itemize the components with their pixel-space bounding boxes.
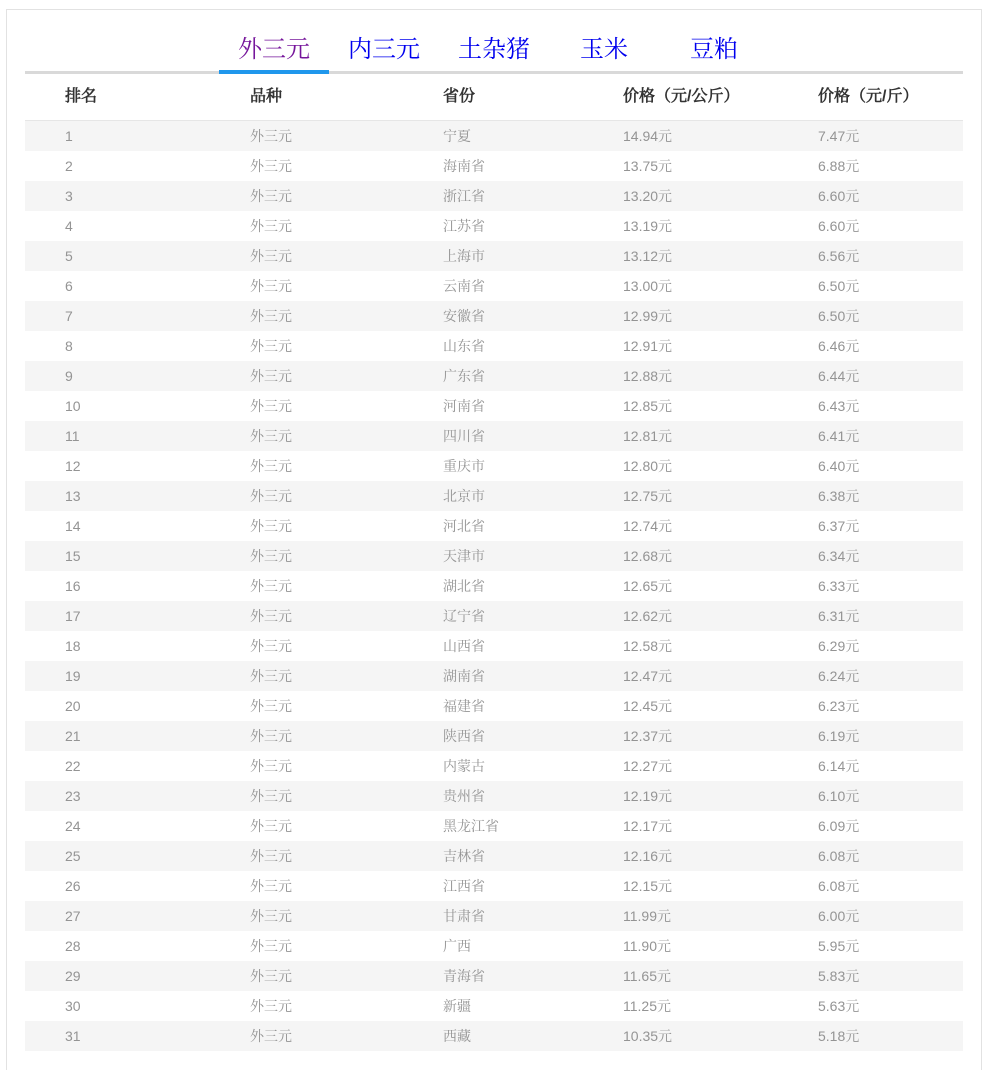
- province-cell: 湖北省: [443, 578, 485, 594]
- breed-cell: 外三元: [250, 908, 292, 924]
- table-row: [25, 601, 963, 631]
- price-kg-cell: 12.47元: [623, 668, 673, 684]
- price-jin-cell: 6.38元: [818, 488, 860, 504]
- breed-cell: 外三元: [250, 878, 292, 894]
- province-cell: 北京市: [443, 488, 485, 504]
- province-cell: 福建省: [443, 698, 485, 714]
- price-jin-cell: 5.18元: [818, 1028, 860, 1044]
- category-tab-label: 玉米: [580, 36, 628, 63]
- table-row: [25, 871, 963, 901]
- price-kg-cell: 13.12元: [623, 248, 673, 264]
- rank-cell: 10: [65, 398, 81, 414]
- province-cell: 湖南省: [443, 668, 485, 684]
- table-row: [25, 121, 963, 151]
- province-cell: 浙江省: [443, 188, 485, 204]
- price-jin-cell: 7.47元: [818, 128, 860, 144]
- category-tab-label: 外三元: [238, 36, 310, 63]
- rank-cell: 29: [65, 968, 81, 984]
- rank-cell: 13: [65, 488, 81, 504]
- breed-cell: 外三元: [250, 938, 292, 954]
- price-kg-cell: 12.19元: [623, 788, 673, 804]
- table-row: [25, 541, 963, 571]
- category-tab[interactable]: [659, 34, 769, 71]
- price-kg-cell: 13.19元: [623, 218, 673, 234]
- rank-cell: 21: [65, 728, 81, 744]
- category-tab-label: 内三元: [348, 36, 420, 63]
- breed-cell: 外三元: [250, 578, 292, 594]
- breed-cell: 外三元: [250, 368, 292, 384]
- price-kg-cell: 12.75元: [623, 488, 673, 504]
- table-row: [25, 901, 963, 931]
- table-row: [25, 331, 963, 361]
- price-jin-cell: 6.23元: [818, 698, 860, 714]
- price-kg-cell: 12.74元: [623, 518, 673, 534]
- price-jin-cell: 6.88元: [818, 158, 860, 174]
- province-cell: 甘肃省: [443, 908, 485, 924]
- table-row: [25, 241, 963, 271]
- breed-cell: 外三元: [250, 1028, 292, 1044]
- rank-cell: 15: [65, 548, 81, 564]
- province-cell: 江苏省: [443, 218, 485, 234]
- breed-cell: 外三元: [250, 338, 292, 354]
- breed-cell: 外三元: [250, 548, 292, 564]
- rank-cell: 6: [65, 278, 73, 294]
- price-jin-cell: 6.33元: [818, 578, 860, 594]
- column-header-price-kg: 价格（元/公斤）: [623, 88, 740, 105]
- table-row: [25, 631, 963, 661]
- price-jin-cell: 6.43元: [818, 398, 860, 414]
- price-kg-cell: 11.25元: [623, 998, 671, 1014]
- table-row: [25, 301, 963, 331]
- table-row: [25, 511, 963, 541]
- breed-cell: 外三元: [250, 308, 292, 324]
- rank-cell: 5: [65, 248, 73, 264]
- rank-cell: 1: [65, 128, 73, 144]
- price-jin-cell: 6.08元: [818, 848, 860, 864]
- province-cell: 青海省: [443, 968, 485, 984]
- table-row: [25, 181, 963, 211]
- rank-cell: 8: [65, 338, 73, 354]
- breed-cell: 外三元: [250, 128, 292, 144]
- price-jin-cell: 6.60元: [818, 218, 860, 234]
- table-row: [25, 271, 963, 301]
- province-cell: 安徽省: [443, 308, 485, 324]
- price-kg-cell: 12.81元: [623, 428, 673, 444]
- price-jin-cell: 5.95元: [818, 938, 860, 954]
- province-cell: 四川省: [443, 428, 485, 444]
- category-tab[interactable]: [219, 34, 329, 71]
- table-row: [25, 661, 963, 691]
- province-cell: 西藏: [443, 1028, 471, 1044]
- table-row: [25, 1021, 963, 1051]
- price-kg-cell: 12.65元: [623, 578, 673, 594]
- table-row: [25, 481, 963, 511]
- province-cell: 辽宁省: [443, 608, 485, 624]
- province-cell: 陕西省: [443, 728, 485, 744]
- category-tab[interactable]: [439, 34, 549, 71]
- price-jin-cell: 6.40元: [818, 458, 860, 474]
- price-kg-cell: 13.20元: [623, 188, 673, 204]
- province-cell: 吉林省: [443, 848, 485, 864]
- price-kg-cell: 10.35元: [623, 1028, 673, 1044]
- rank-cell: 2: [65, 158, 73, 174]
- province-cell: 重庆市: [443, 458, 485, 474]
- province-cell: 贵州省: [443, 788, 485, 804]
- price-kg-cell: 13.75元: [623, 158, 673, 174]
- column-header-province: 省份: [443, 88, 476, 105]
- price-jin-cell: 6.37元: [818, 518, 860, 534]
- price-jin-cell: 6.19元: [818, 728, 860, 744]
- price-kg-cell: 12.62元: [623, 608, 673, 624]
- rank-cell: 23: [65, 788, 81, 804]
- breed-cell: 外三元: [250, 728, 292, 744]
- price-table-card: [6, 9, 982, 1070]
- price-jin-cell: 6.56元: [818, 248, 860, 264]
- price-kg-cell: 12.58元: [623, 638, 673, 654]
- rank-cell: 12: [65, 458, 81, 474]
- price-kg-cell: 11.90元: [623, 938, 671, 954]
- province-cell: 河北省: [443, 518, 485, 534]
- price-jin-cell: 6.24元: [818, 668, 860, 684]
- price-kg-cell: 14.94元: [623, 128, 673, 144]
- price-jin-cell: 6.44元: [818, 368, 860, 384]
- province-cell: 上海市: [443, 248, 485, 264]
- breed-cell: 外三元: [250, 668, 292, 684]
- table-row: [25, 781, 963, 811]
- rank-cell: 31: [65, 1028, 81, 1044]
- province-cell: 宁夏: [443, 128, 471, 144]
- price-jin-cell: 6.31元: [818, 608, 860, 624]
- breed-cell: 外三元: [250, 758, 292, 774]
- breed-cell: 外三元: [250, 968, 292, 984]
- breed-cell: 外三元: [250, 698, 292, 714]
- rank-cell: 18: [65, 638, 81, 654]
- table-row: [25, 451, 963, 481]
- table-row: [25, 751, 963, 781]
- table-header-row: [25, 74, 963, 121]
- column-header-breed: 品种: [250, 88, 283, 105]
- price-jin-cell: 6.50元: [818, 278, 860, 294]
- breed-cell: 外三元: [250, 188, 292, 204]
- price-table: [25, 74, 963, 1051]
- table-row: [25, 721, 963, 751]
- rank-cell: 28: [65, 938, 81, 954]
- breed-cell: 外三元: [250, 848, 292, 864]
- rank-cell: 20: [65, 698, 81, 714]
- province-cell: 天津市: [443, 548, 485, 564]
- breed-cell: 外三元: [250, 788, 292, 804]
- province-cell: 山东省: [443, 338, 485, 354]
- price-jin-cell: 6.60元: [818, 188, 860, 204]
- breed-cell: 外三元: [250, 458, 292, 474]
- table-row: [25, 361, 963, 391]
- rank-cell: 30: [65, 998, 81, 1014]
- rank-cell: 11: [65, 428, 80, 444]
- province-cell: 海南省: [443, 158, 485, 174]
- price-jin-cell: 5.63元: [818, 998, 860, 1014]
- price-jin-cell: 6.00元: [818, 908, 860, 924]
- price-kg-cell: 12.91元: [623, 338, 673, 354]
- province-cell: 河南省: [443, 398, 485, 414]
- price-kg-cell: 12.15元: [623, 878, 673, 894]
- province-cell: 广东省: [443, 368, 485, 384]
- breed-cell: 外三元: [250, 218, 292, 234]
- price-jin-cell: 6.08元: [818, 878, 860, 894]
- rank-cell: 4: [65, 218, 73, 234]
- province-cell: 山西省: [443, 638, 485, 654]
- province-cell: 广西: [443, 938, 471, 954]
- price-jin-cell: 6.41元: [818, 428, 860, 444]
- rank-cell: 14: [65, 518, 81, 534]
- breed-cell: 外三元: [250, 608, 292, 624]
- price-jin-cell: 6.34元: [818, 548, 860, 564]
- rank-cell: 17: [65, 608, 81, 624]
- table-row: [25, 811, 963, 841]
- rank-cell: 27: [65, 908, 81, 924]
- category-tab[interactable]: [549, 34, 659, 71]
- price-kg-cell: 12.37元: [623, 728, 673, 744]
- breed-cell: 外三元: [250, 518, 292, 534]
- table-row: [25, 421, 963, 451]
- rank-cell: 22: [65, 758, 81, 774]
- breed-cell: 外三元: [250, 398, 292, 414]
- category-tab-bar: [25, 34, 963, 74]
- price-kg-cell: 12.27元: [623, 758, 673, 774]
- price-kg-cell: 12.68元: [623, 548, 673, 564]
- price-kg-cell: 11.65元: [623, 968, 671, 984]
- table-row: [25, 151, 963, 181]
- breed-cell: 外三元: [250, 428, 292, 444]
- price-jin-cell: 6.09元: [818, 818, 860, 834]
- rank-cell: 24: [65, 818, 81, 834]
- table-row: [25, 211, 963, 241]
- table-row: [25, 931, 963, 961]
- province-cell: 江西省: [443, 878, 485, 894]
- rank-cell: 9: [65, 368, 73, 384]
- category-tab[interactable]: [329, 34, 439, 71]
- price-kg-cell: 13.00元: [623, 278, 673, 294]
- breed-cell: 外三元: [250, 158, 292, 174]
- breed-cell: 外三元: [250, 818, 292, 834]
- breed-cell: 外三元: [250, 278, 292, 294]
- table-row: [25, 691, 963, 721]
- rank-cell: 25: [65, 848, 81, 864]
- price-kg-cell: 12.45元: [623, 698, 673, 714]
- category-tab-label: 豆粕: [690, 36, 738, 63]
- table-body: [25, 121, 963, 1051]
- breed-cell: 外三元: [250, 248, 292, 264]
- province-cell: 新疆: [443, 998, 471, 1014]
- price-jin-cell: 6.46元: [818, 338, 860, 354]
- table-row: [25, 961, 963, 991]
- column-header-rank: 排名: [65, 88, 98, 105]
- table-row: [25, 991, 963, 1021]
- column-header-price-jin: 价格（元/斤）: [818, 88, 919, 105]
- price-kg-cell: 12.88元: [623, 368, 673, 384]
- price-kg-cell: 12.85元: [623, 398, 673, 414]
- rank-cell: 3: [65, 188, 73, 204]
- table-row: [25, 571, 963, 601]
- category-tab-label: 土杂猪: [458, 36, 530, 63]
- table-row: [25, 841, 963, 871]
- province-cell: 内蒙古: [443, 758, 485, 774]
- rank-cell: 26: [65, 878, 81, 894]
- price-jin-cell: 6.50元: [818, 308, 860, 324]
- breed-cell: 外三元: [250, 998, 292, 1014]
- price-jin-cell: 6.29元: [818, 638, 860, 654]
- province-cell: 黑龙江省: [443, 818, 499, 834]
- rank-cell: 16: [65, 578, 81, 594]
- breed-cell: 外三元: [250, 638, 292, 654]
- price-kg-cell: 12.99元: [623, 308, 673, 324]
- breed-cell: 外三元: [250, 488, 292, 504]
- price-jin-cell: 6.10元: [818, 788, 860, 804]
- province-cell: 云南省: [443, 278, 485, 294]
- price-jin-cell: 5.83元: [818, 968, 860, 984]
- table-row: [25, 391, 963, 421]
- price-kg-cell: 12.16元: [623, 848, 673, 864]
- price-kg-cell: 11.99元: [623, 908, 671, 924]
- price-jin-cell: 6.14元: [818, 758, 860, 774]
- rank-cell: 7: [65, 308, 73, 324]
- rank-cell: 19: [65, 668, 81, 684]
- price-kg-cell: 12.80元: [623, 458, 673, 474]
- price-kg-cell: 12.17元: [623, 818, 673, 834]
